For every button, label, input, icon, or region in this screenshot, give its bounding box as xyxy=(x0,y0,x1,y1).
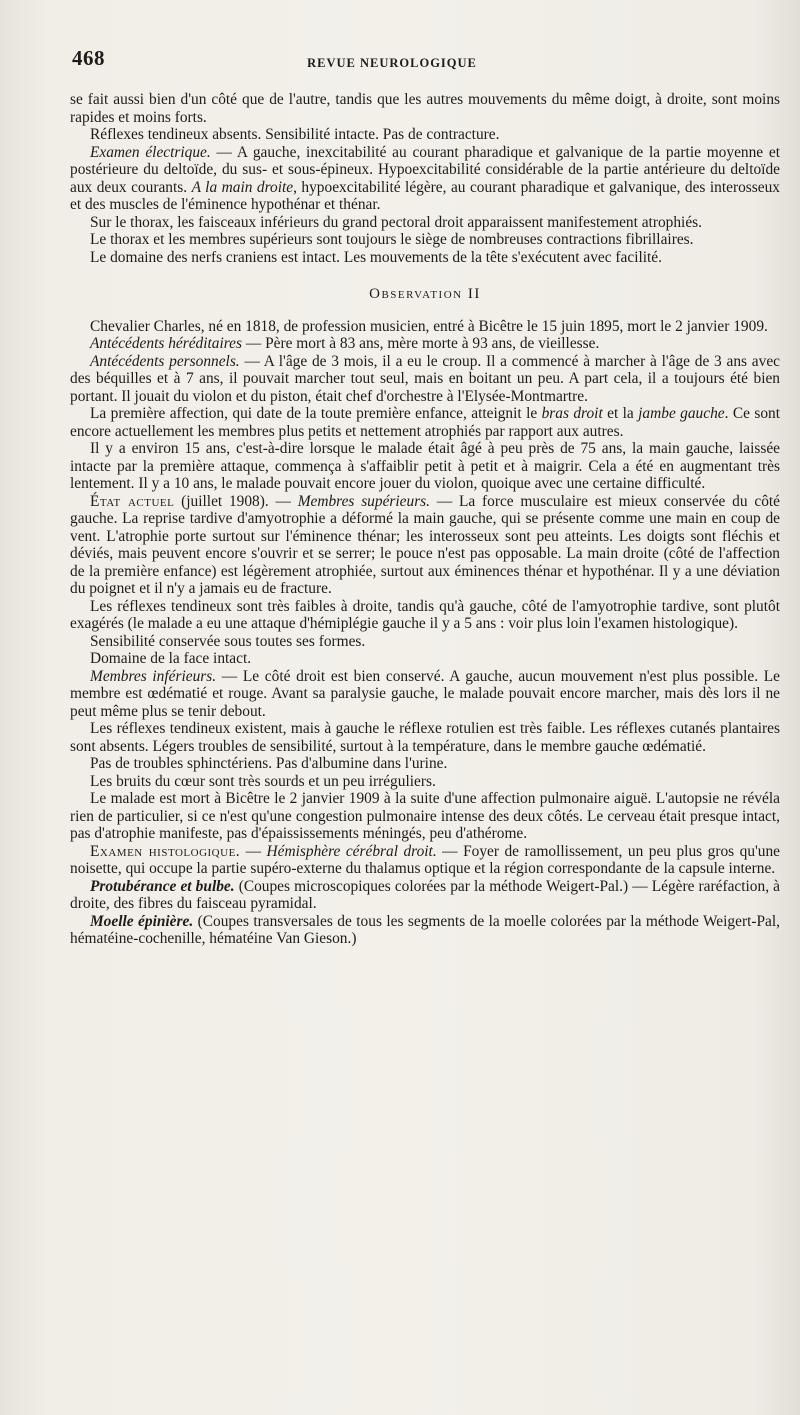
paragraph: Le thorax et les membres supérieurs sont toujours le siège de nombreuses contractions fibrillaires. xyxy=(90,231,694,248)
paragraph: Il y a environ 15 ans, c'est-à-dire lorsque le malade était âgé à peu près de 75 ans, la main gauche, laissée intacte par la première attaque, commença à s'affaiblir petit à petit et à maigrir. Cela a été en augmentant très lentement. Il y a 10 ans, le malade pouvait encore jouer du violon, quoique avec une certaine difficulté. xyxy=(70,440,780,492)
paragraph-lead: Protubérance et bulbe. xyxy=(90,877,235,895)
paragraph: Examen histologique. — Hémisphère cérébral droit. — Foyer de ramollissement, un peu plus gros qu'une noisette, qui occupe la partie supéro-externe du thalamus optique et la région correspondante de la capsule interne. xyxy=(70,842,781,877)
paragraph: Les réflexes tendineux sont très faibles à droite, tandis qu'à gauche, côté de l'amyotrophie tardive, sont plutôt exagérés (le malade a eu une attaque d'hémiplégie gauche il y a 5 ans : voir plus loin l'examen histologique). xyxy=(70,597,780,632)
paragraph: Antécédents personnels. — A l'âge de 3 mois, il a eu le croup. Il a commencé à marcher à l'âge de 3 ans avec des béquilles et à 7 ans, il pouvait marcher tout seul, mais en boitant un peu. A part cela, il a toujours été bien portant. Il jouait du violon et du piston, était chef d'orchestre à l'Elysée-Montmartre. xyxy=(70,352,780,405)
section-title: Observation II xyxy=(369,286,481,302)
paragraph: État actuel (juillet 1908). — Membres supérieurs. — La force musculaire est mieux conservée du côté gauche. La reprise tardive d'amyotrophie a déformé la main gauche, qui se présente comme une main en coup de vent. L'atrophie porte surtout sur l'éminence thénar; les interosseux sont peu atteints. Les doigts sont fléchis et déviés, mais peuvent encore s'ouvrir et se serrer; le pouce n'est pas opposable. La main droite (côté de l'affection de la première enfance) est légèrement atrophiée, surtout aux éminences thénar et hypothénar. Il y a une déviation du poignet et il n'y a jamais eu de fracture. xyxy=(70,492,780,597)
page-number: 468 xyxy=(72,46,105,70)
paragraph: Le domaine des nerfs craniens est intact. Les mouvements de la tête s'exécutent avec facilité. xyxy=(90,248,662,266)
page-header xyxy=(72,46,712,76)
paragraph: Examen électrique. — A gauche, inexcitabilité au courant pharadique et galvanique de la partie moyenne et postérieure du deltoïde, du sus- et sous-épineux. Hypoexcitabilité considérable de la partie antérieure du deltoïde aux deux courants. A la main droite, hypoexcitabilité légère, au courant pharadique et galvanique, des interosseux et des muscles de l'éminence hypothénar et thénar. xyxy=(70,143,781,213)
paragraph: Antécédents héréditaires — Père mort à 83 ans, mère morte à 93 ans, de vieillesse. xyxy=(90,335,600,352)
paragraph: Chevalier Charles, né en 1818, de profession musicien, entré à Bicêtre le 15 juin 1895, mort le 2 janvier 1909. xyxy=(90,317,768,335)
paragraph-lead: Membres inférieurs. xyxy=(90,667,217,685)
paragraph-lead: Moelle épinière. xyxy=(90,912,194,930)
paragraph: Réflexes tendineux absents. Sensibilité intacte. Pas de contracture. xyxy=(90,126,500,143)
paragraph: Les réflexes tendineux existent, mais à gauche le réflexe rotulien est très faible. Les réflexes cutanés plantaires sont absents. Légers troubles de sensibilité, surtout à la température, dans le membre gauche œdématié. xyxy=(70,720,780,755)
paragraph-lead: État actuel xyxy=(90,492,175,510)
article-body xyxy=(70,91,780,948)
paragraph: La première affection, qui date de la toute première enfance, atteignit le bras droit et la jambe gauche. Ce sont encore actuellement les membres plus petits et nettement atrophiés par rapport aux autres. xyxy=(70,405,781,440)
paragraph-lead: Antécédents héréditaires xyxy=(90,335,243,352)
paragraph: Membres inférieurs. — Le côté droit est bien conservé. A gauche, aucun mouvement n'est plus possible. Le membre est œdématié et rouge. Avant sa paralysie gauche, le malade pouvait encore marcher, mais dès lors il ne peut même plus se tenir debout. xyxy=(70,667,780,720)
paragraph: Pas de troubles sphinctériens. Pas d'albumine dans l'urine. xyxy=(90,755,448,772)
paragraph: se fait aussi bien d'un côté que de l'autre, tandis que les autres mouvements du même doigt, à droite, sont moins rapides et moins forts. xyxy=(70,91,780,126)
paragraph: Les bruits du cœur sont très sourds et un peu irréguliers. xyxy=(90,772,436,790)
running-title: REVUE NEUROLOGIQUE xyxy=(307,56,477,70)
paragraph: Protubérance et bulbe. (Coupes microscopiques colorées par la méthode Weigert-Pal.) — Légère raréfaction, à droite, des fibres du faisceau pyramidal. xyxy=(70,877,780,912)
paragraph: Sur le thorax, les faisceaux inférieurs du grand pectoral droit apparaissent manifestement atrophiés. xyxy=(90,213,702,231)
paragraph: Moelle épinière. (Coupes transversales de tous les segments de la moelle colorées par la méthode Weigert-Pal, hématéine-cochenille, hématéine Van Gieson.) xyxy=(70,912,780,947)
paragraph: Domaine de la face intact. xyxy=(90,650,252,667)
paragraph-lead: Examen électrique. xyxy=(90,143,211,161)
paragraph: Sensibilité conservée sous toutes ses formes. xyxy=(90,632,366,650)
paragraph-lead: Examen histologique. xyxy=(90,842,241,860)
paragraph-lead: Antécédents personnels. xyxy=(90,352,240,370)
paragraph: Le malade est mort à Bicêtre le 2 janvier 1909 à la suite d'une affection pulmonaire aiguë. L'autopsie ne révéla rien de particulier, si ce n'est qu'une congestion pulmonaire intense des deux côtés. Le cerveau était presque intact, pas d'atrophie manifeste, pas d'épaississements méningés, peu d'athérome. xyxy=(70,790,780,842)
